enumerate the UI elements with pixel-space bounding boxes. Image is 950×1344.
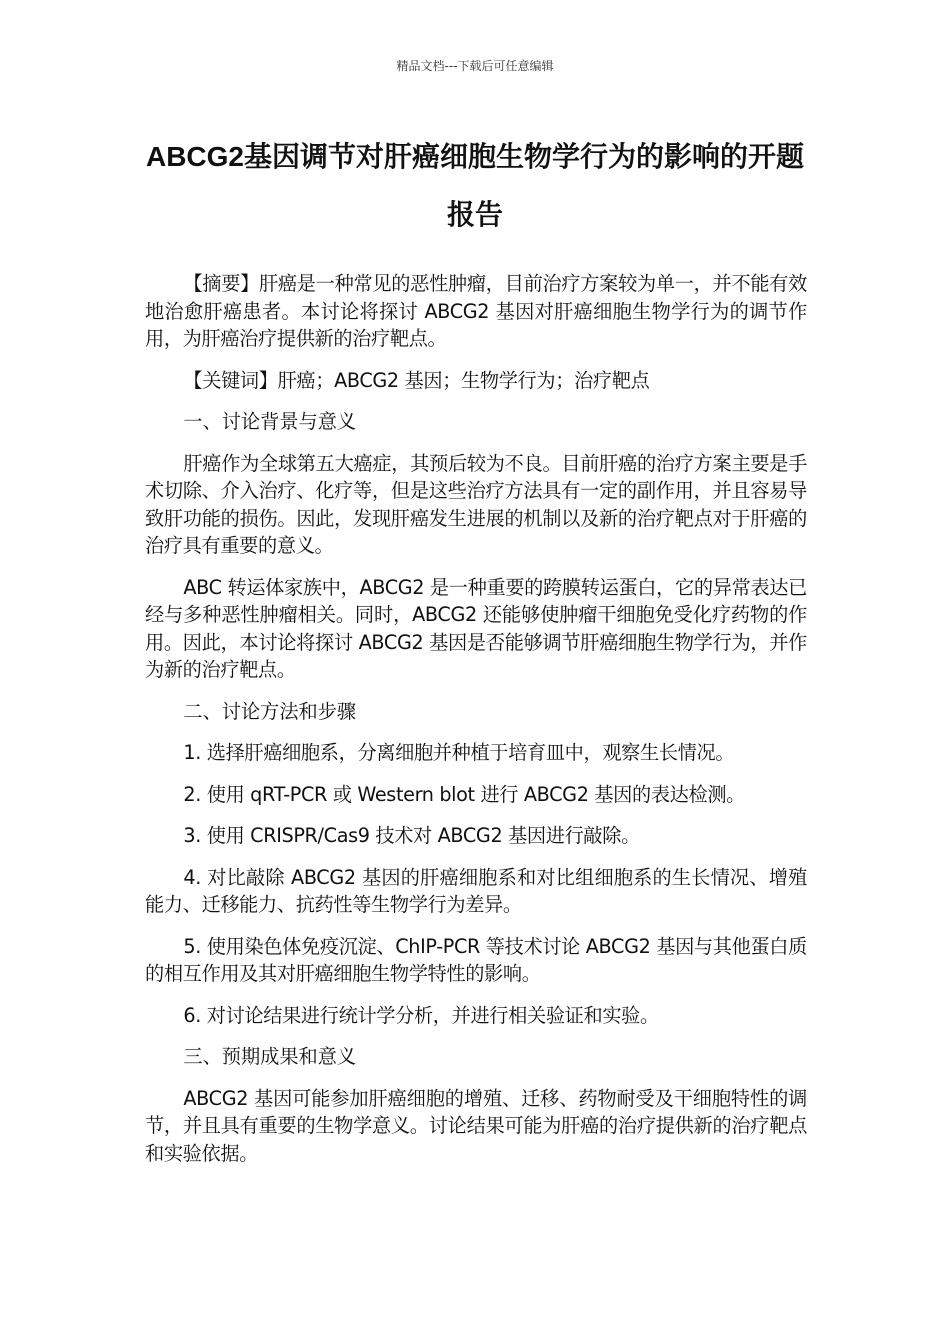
page-header-watermark: 精品文档---下载后可任意编辑 xyxy=(396,59,554,73)
section-heading-background: 一、讨论背景与意义 xyxy=(183,410,357,433)
abstract-paragraph: 【摘要】肝癌是一种常见的恶性肿瘤，目前治疗方案较为单一，并不能有效地治愈肝癌患者。本讨论将探讨 ABCG2 基因对肝癌细胞生物学行为的调节作用，为肝癌治疗提供新的治疗靶点。 xyxy=(145,272,807,350)
outcomes-paragraph: ABCG2 基因可能参加肝癌细胞的增殖、迁移、药物耐受及干细胞特性的调节，并且具有重要的生物学意义。讨论结果可能为肝癌的治疗提供新的治疗靶点和实验依据。 xyxy=(145,1086,807,1165)
method-step-6: 6. 对讨论结果进行统计学分析，并进行相关验证和实验。 xyxy=(183,1003,659,1027)
document-title: ABCG2基因调节对肝癌细胞生物学行为的影响的开题报告 xyxy=(145,141,805,230)
method-step-4: 4. 对比敲除 ABCG2 基因的肝癌细胞系和对比组细胞系的生长情况、增殖能力、迁移能力、抗药性等生物学行为差异。 xyxy=(145,865,807,916)
background-paragraph-2: ABC 转运体家族中，ABCG2 是一种重要的跨膜转运蛋白，它的异常表达已经与多种恶性肿瘤相关。同时，ABCG2 还能够使肿瘤干细胞免受化疗药物的作用。因此，本讨论将探讨 ABCG2 基因是否能够调节肝癌细胞生物学行为，并作为新的治疗靶点。 xyxy=(145,575,807,681)
section-heading-outcomes: 三、预期成果和意义 xyxy=(183,1045,357,1068)
method-step-3: 3. 使用 CRISPR/Cas9 技术对 ABCG2 基因进行敲除。 xyxy=(183,824,640,847)
method-step-5: 5. 使用染色体免疫沉淀、ChIP-PCR 等技术讨论 ABCG2 基因与其他蛋白质的相互作用及其对肝癌细胞生物学特性的影响。 xyxy=(145,934,807,985)
method-step-2: 2. 使用 qRT-PCR 或 Western blot 进行 ABCG2 基因的表达检测。 xyxy=(183,782,746,806)
document-body xyxy=(145,270,807,1181)
background-paragraph-1: 肝癌作为全球第五大癌症，其预后较为不良。目前肝癌的治疗方案主要是手术切除、介入治疗、化疗等，但是这些治疗方法具有一定的副作用，并且容易导致肝功能的损伤。因此，发现肝癌发生进展的机制以及新的治疗靶点对于肝癌的治疗具有重要的意义。 xyxy=(145,451,807,557)
section-heading-methods: 二、讨论方法和步骤 xyxy=(183,699,357,723)
method-step-1: 1. 选择肝癌细胞系，分离细胞并种植于培育皿中，观察生长情况。 xyxy=(183,741,735,764)
keywords-paragraph: 【关键词】肝癌；ABCG2 基因；生物学行为；治疗靶点 xyxy=(183,368,650,392)
